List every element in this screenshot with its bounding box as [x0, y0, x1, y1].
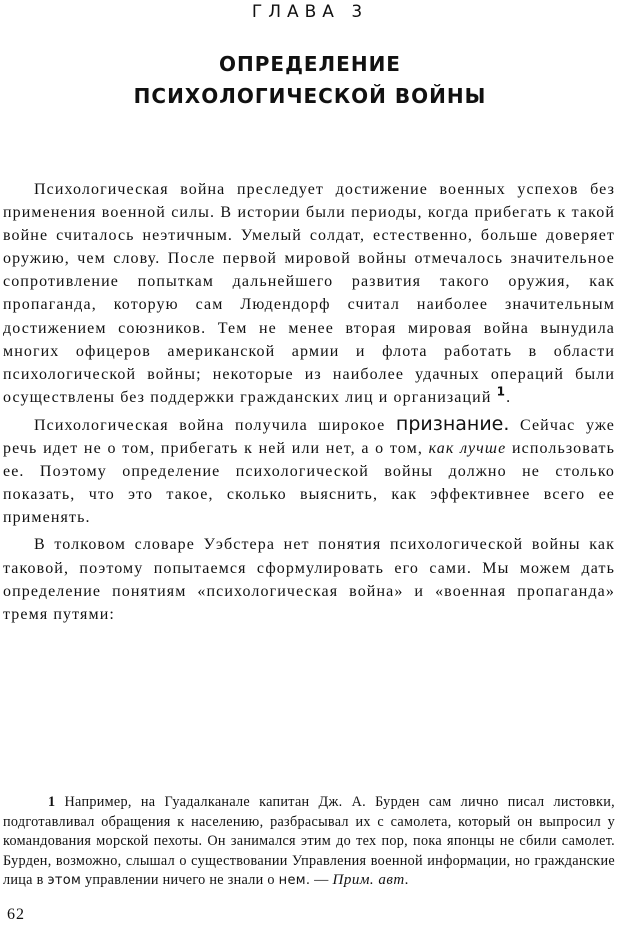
footnote-text: Например, на Гуадалканале капитан Дж. А. Бурден сам лично писал листовки, подготавливал обращения к населению, разбрасывал их с самолета, который он выпросил у командования морской пехоты. Он занимался этим до тех пор, пока японцы не сбили самолет. Бурден, возможно, слышал о существовании Управления военной информации, но гражданские лица в [3, 794, 615, 889]
paragraph-1-text: Психологическая война преследует достижение военных успехов без применения военной силы. В истории были периоды, когда прибегать к такой войне считалось неэтичным. Умелый солдат, естественно, больше доверяет оружию, чем слову. После первой мировой войны отмечалось значительное сопротивление попыткам дальнейшего развития такого оружия, как пропаганда, которую сам Людендорф считал наиболее значительным достижением союзников. Тем не менее вторая мировая война вынудила многих офицеров американской армии и флота работать в области психологической войны; некоторые из наиболее удачных операций были осуществлены без поддержки гражданских лиц и организаций [3, 181, 615, 406]
page-number: 62 [7, 906, 25, 923]
body-text [3, 178, 615, 626]
footnote-dash: — [314, 872, 329, 889]
chapter-title-line-2: ПСИХОЛОГИЧЕСКОЙ ВОЙНЫ [133, 84, 487, 108]
chapter-title-line-1: ОПРЕДЕЛЕНИЕ [219, 52, 401, 76]
footnote [3, 793, 615, 891]
paragraph-2-italic: как лучше [428, 440, 507, 458]
footnote-mark: 1 [48, 794, 56, 810]
paragraph-1-end: . [506, 388, 512, 406]
paragraph-2 [3, 413, 615, 529]
footnote-paragraph [3, 793, 615, 891]
footnote-text-middle: управлении ничего не знали о [85, 872, 275, 889]
paragraph-3: В толковом словаре Уэбстера нет понятия психологической войны как таковой, поэтому попытаемся сформулировать его сами. Мы можем дать определение понятиям «психологическая война» и «военная пропаганда» тремя путями: [3, 536, 615, 623]
footnote-word-it: нем. [278, 873, 311, 889]
paragraph-2-start: Психологическая война получила широкое [34, 416, 386, 434]
footnote-word-this: этом [47, 873, 82, 889]
paragraph-2-middle: Сейчас уже речь идет не о том, прибегать к ней или нет, а о том, [3, 416, 616, 458]
chapter-label: ГЛАВА 3 [251, 2, 369, 22]
paragraph-2-end: использовать ее. Поэтому определение психологической войны должно не столько показать, что это такое, сколько выяснить, как эффективнее всего ее применять. [3, 440, 615, 527]
chapter-title [0, 48, 620, 112]
paragraph-2-emphasized-word: признание. [395, 412, 510, 435]
footnote-reference[interactable]: 1 [496, 384, 507, 399]
footnote-author-note: Прим. авт. [332, 872, 410, 889]
paragraph-1 [3, 178, 615, 409]
